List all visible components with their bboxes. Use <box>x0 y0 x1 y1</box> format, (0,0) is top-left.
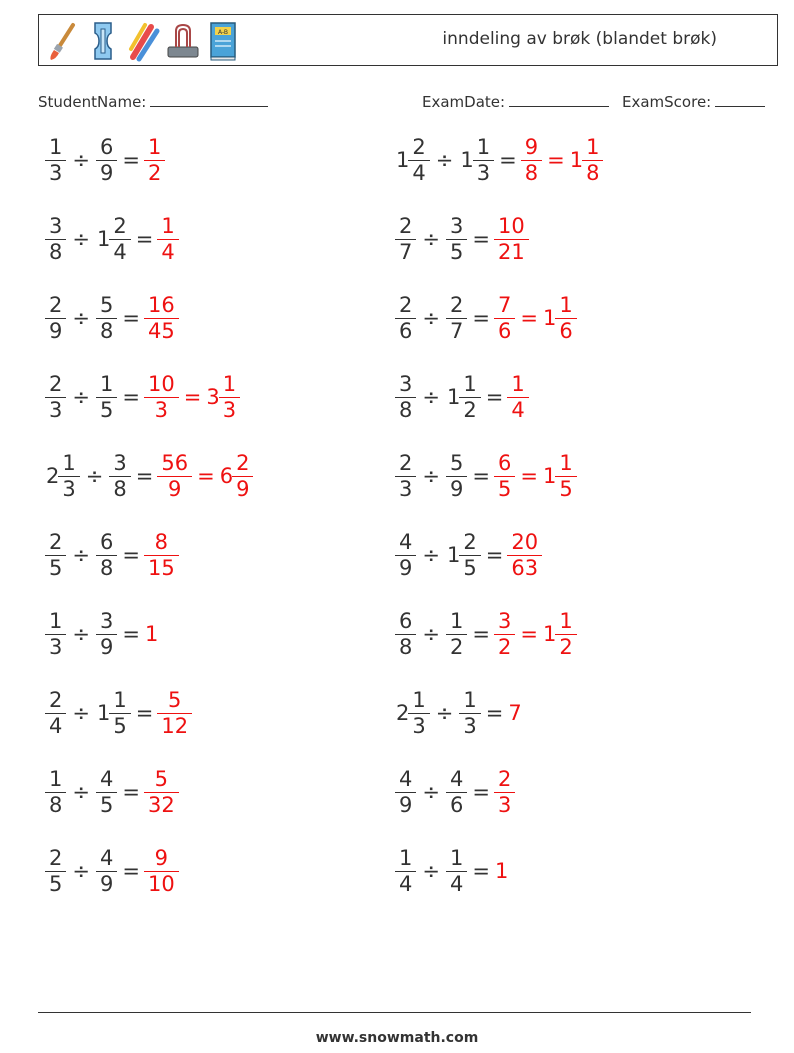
divisor-denominator: 9 <box>446 476 467 502</box>
problem-item <box>396 286 576 350</box>
answer-mixed-denominator: 3 <box>219 397 240 423</box>
divisor-denominator: 3 <box>473 160 494 186</box>
dividend-fraction <box>397 530 414 581</box>
answer-mixed-fraction <box>557 293 574 344</box>
answer-fraction <box>146 530 177 581</box>
divisor-fraction <box>448 214 465 265</box>
answer-denominator: 2 <box>494 634 515 660</box>
divisor-denominator: 6 <box>446 792 467 818</box>
answer-numerator: 1 <box>161 213 175 238</box>
dividend-fraction <box>397 451 414 502</box>
answer-denominator: 5 <box>494 476 515 502</box>
divisor-numerator: 1 <box>99 371 114 396</box>
dividend-fraction <box>60 451 77 502</box>
divisor-numerator: 2 <box>463 529 477 554</box>
answer-mixed-denominator: 8 <box>582 160 603 186</box>
equals-sign: = <box>499 148 517 172</box>
student-name-label: StudentName: <box>38 93 147 111</box>
divisor-fraction <box>98 530 115 581</box>
dividend-fraction <box>47 688 64 739</box>
answer-denominator: 45 <box>144 318 179 344</box>
divisor-numerator: 1 <box>476 134 491 159</box>
answer-mixed-fraction <box>221 372 238 423</box>
dividend-numerator: 2 <box>49 845 63 870</box>
answer-equals-sign: = <box>197 464 215 488</box>
answer-mixed-numerator: 1 <box>559 450 573 475</box>
problem-item <box>46 365 239 429</box>
divisor-numerator: 5 <box>99 292 114 317</box>
divisor-denominator: 9 <box>96 160 117 186</box>
answer-denominator: 32 <box>144 792 179 818</box>
answer-fraction <box>159 451 190 502</box>
exam-score-label: ExamScore: <box>622 93 712 111</box>
answer-numerator: 56 <box>161 450 189 475</box>
problem-item <box>46 128 164 192</box>
student-name-field <box>38 92 268 111</box>
divisor-fraction <box>448 767 465 818</box>
answer-mixed-fraction <box>557 609 574 660</box>
answer-numerator: 16 <box>147 292 175 317</box>
dividend-fraction <box>47 214 64 265</box>
answer-mixed-fraction <box>584 135 601 186</box>
binder-clip-icon <box>165 19 201 63</box>
answer-mixed-denominator: 6 <box>555 318 576 344</box>
answer-denominator: 63 <box>507 555 542 581</box>
answer-numerator: 1 <box>511 371 525 396</box>
divide-sign: ÷ <box>72 306 90 330</box>
problem-item <box>46 760 178 824</box>
answer-mixed-denominator: 2 <box>555 634 576 660</box>
equals-sign: = <box>472 859 490 883</box>
footer-url: www.snowmath.com <box>315 1030 479 1046</box>
divisor-denominator: 8 <box>109 476 130 502</box>
dividend-fraction <box>47 372 64 423</box>
dividend-fraction <box>47 135 64 186</box>
dividend-whole: 2 <box>46 464 60 488</box>
answer-mixed-numerator: 2 <box>236 450 250 475</box>
equals-sign: = <box>485 543 504 567</box>
dividend-denominator: 8 <box>395 397 416 423</box>
header-box <box>38 14 778 66</box>
answer-mixed-numerator: 1 <box>559 608 573 633</box>
equals-sign: = <box>122 622 140 646</box>
problem-item <box>396 839 508 903</box>
answer-numerator: 8 <box>154 529 169 554</box>
answer-mixed-fraction <box>234 451 251 502</box>
answer-denominator: 3 <box>144 397 179 423</box>
problem-item <box>396 128 602 192</box>
divisor-denominator: 4 <box>446 871 467 897</box>
equals-sign: = <box>485 701 504 725</box>
dividend-fraction <box>47 293 64 344</box>
divide-sign: ÷ <box>72 148 90 172</box>
dividend-fraction <box>397 846 414 897</box>
divisor-denominator: 5 <box>459 555 480 581</box>
dividend-denominator: 8 <box>395 634 416 660</box>
answer-mixed-whole: 1 <box>542 306 557 330</box>
problem-item <box>46 602 158 666</box>
dividend-fraction <box>397 609 414 660</box>
problem-item <box>46 523 178 587</box>
exam-score-field <box>622 92 765 111</box>
divide-sign: ÷ <box>72 622 90 646</box>
student-name-blank[interactable] <box>150 92 268 107</box>
answer-numerator: 7 <box>497 292 512 317</box>
divide-sign: ÷ <box>422 306 440 330</box>
dividend-numerator: 2 <box>49 292 63 317</box>
divisor-denominator: 3 <box>459 713 480 739</box>
dividend-fraction <box>397 767 414 818</box>
dividend-numerator: 3 <box>49 213 63 238</box>
divisor-denominator: 2 <box>446 634 467 660</box>
answer-denominator: 4 <box>157 239 178 265</box>
footer-divider <box>38 1012 751 1013</box>
dividend-numerator: 3 <box>399 371 413 396</box>
answer-numerator: 2 <box>497 766 512 791</box>
answer-fraction <box>509 372 526 423</box>
dividend-fraction <box>397 214 414 265</box>
problem-item <box>46 444 252 508</box>
divide-sign: ÷ <box>422 622 440 646</box>
dividend-numerator: 1 <box>49 766 63 791</box>
paintbrush-icon <box>45 19 81 63</box>
dividend-denominator: 3 <box>408 713 429 739</box>
problem-item <box>396 681 522 745</box>
dividend-numerator: 2 <box>49 529 63 554</box>
answer-equals-sign: = <box>520 622 538 646</box>
divisor-numerator: 3 <box>99 608 114 633</box>
equals-sign: = <box>122 306 140 330</box>
divisor-denominator: 4 <box>109 239 130 265</box>
dividend-numerator: 2 <box>399 450 413 475</box>
divisor-denominator: 5 <box>446 239 467 265</box>
answer-denominator: 3 <box>494 792 515 818</box>
divisor-fraction <box>461 372 478 423</box>
dividend-denominator: 6 <box>395 318 416 344</box>
divide-sign: ÷ <box>72 227 90 251</box>
divisor-denominator: 5 <box>96 792 117 818</box>
dividend-denominator: 5 <box>45 555 66 581</box>
answer-equals-sign: = <box>183 385 202 409</box>
dividend-numerator: 1 <box>412 687 426 712</box>
divisor-fraction <box>448 846 465 897</box>
answer-fraction <box>146 293 177 344</box>
equals-sign: = <box>472 622 490 646</box>
problem-item <box>46 286 178 350</box>
dividend-numerator: 1 <box>399 845 413 870</box>
problem-item <box>396 523 541 587</box>
divide-sign: ÷ <box>422 385 440 409</box>
problem-item <box>46 207 178 271</box>
problem-item <box>396 760 514 824</box>
answer-numerator: 3 <box>497 608 512 633</box>
book-icon <box>205 19 241 63</box>
dividend-whole: 1 <box>396 148 410 172</box>
answer-denominator: 8 <box>521 160 542 186</box>
equals-sign: = <box>472 780 490 804</box>
dividend-numerator: 2 <box>49 687 63 712</box>
divide-sign: ÷ <box>422 859 440 883</box>
dividend-fraction <box>47 609 64 660</box>
divisor-fraction <box>98 293 115 344</box>
divisor-numerator: 2 <box>449 292 464 317</box>
answer-mixed-numerator: 1 <box>559 292 573 317</box>
divisor-denominator: 8 <box>96 318 117 344</box>
answer-denominator: 15 <box>144 555 179 581</box>
problem-item <box>46 681 191 745</box>
answer-numerator: 5 <box>168 687 182 712</box>
divisor-fraction <box>111 688 128 739</box>
divisor-denominator: 2 <box>459 397 480 423</box>
divisor-fraction <box>98 609 115 660</box>
divisor-whole: 1 <box>446 543 461 567</box>
dividend-denominator: 9 <box>395 555 416 581</box>
answer-numerator: 1 <box>147 134 162 159</box>
answer-fraction <box>146 846 177 897</box>
answer-fraction <box>146 767 177 818</box>
divisor-numerator: 3 <box>113 450 127 475</box>
answer-fraction <box>509 530 540 581</box>
dividend-numerator: 4 <box>399 766 413 791</box>
divisor-whole: 1 <box>446 385 461 409</box>
dividend-numerator: 2 <box>412 134 426 159</box>
divisor-numerator: 1 <box>449 608 464 633</box>
answer-fraction <box>496 451 513 502</box>
dividend-numerator: 4 <box>399 529 413 554</box>
divisor-fraction <box>98 767 115 818</box>
dividend-denominator: 8 <box>45 239 66 265</box>
divisor-fraction <box>98 846 115 897</box>
dividend-fraction <box>47 846 64 897</box>
divisor-numerator: 4 <box>99 845 114 870</box>
dividend-denominator: 7 <box>395 239 416 265</box>
exam-score-blank[interactable] <box>715 92 765 107</box>
answer-equals-sign: = <box>520 464 538 488</box>
crayons-icon <box>125 19 161 63</box>
problem-item <box>396 365 528 429</box>
answer-mixed-numerator: 1 <box>586 134 600 159</box>
divide-sign: ÷ <box>422 464 440 488</box>
dividend-fraction <box>47 767 64 818</box>
problem-item <box>396 444 576 508</box>
answer-mixed-whole: 1 <box>542 464 557 488</box>
answer-fraction <box>496 609 513 660</box>
answer-fraction <box>496 214 527 265</box>
equals-sign: = <box>472 306 490 330</box>
equals-sign: = <box>135 464 154 488</box>
answer-fraction <box>496 767 513 818</box>
answer-numerator: 9 <box>154 845 169 870</box>
dividend-denominator: 3 <box>58 476 79 502</box>
answer-denominator: 9 <box>157 476 192 502</box>
answer-mixed-whole: 1 <box>569 148 584 172</box>
problem-item <box>46 839 178 903</box>
divide-sign: ÷ <box>72 543 90 567</box>
answer-whole: 1 <box>494 859 509 883</box>
equals-sign: = <box>122 148 140 172</box>
answer-fraction <box>523 135 540 186</box>
dividend-denominator: 3 <box>45 634 66 660</box>
divisor-numerator: 2 <box>113 213 127 238</box>
exam-date-label: ExamDate: <box>422 93 506 111</box>
exam-date-field <box>422 92 609 111</box>
answer-whole: 7 <box>508 701 522 725</box>
dividend-denominator: 9 <box>395 792 416 818</box>
answer-numerator: 9 <box>524 134 539 159</box>
answer-denominator: 21 <box>494 239 529 265</box>
answer-equals-sign: = <box>520 306 538 330</box>
answer-fraction <box>146 372 177 423</box>
problem-item <box>396 207 528 271</box>
divisor-whole: 1 <box>96 701 111 725</box>
answer-mixed-whole: 1 <box>542 622 557 646</box>
dividend-numerator: 2 <box>49 371 63 396</box>
pencil-sharpener-icon <box>85 19 121 63</box>
answer-numerator: 5 <box>154 766 169 791</box>
divisor-numerator: 4 <box>449 766 464 791</box>
dividend-denominator: 4 <box>395 871 416 897</box>
divide-sign: ÷ <box>72 859 90 883</box>
answer-numerator: 20 <box>511 529 539 554</box>
divisor-numerator: 4 <box>99 766 114 791</box>
divisor-denominator: 5 <box>109 713 130 739</box>
answer-fraction <box>496 293 513 344</box>
dividend-numerator: 1 <box>49 134 63 159</box>
dividend-denominator: 3 <box>45 397 66 423</box>
equals-sign: = <box>485 385 504 409</box>
answer-whole: 1 <box>144 622 159 646</box>
problem-item <box>396 602 576 666</box>
dividend-denominator: 3 <box>45 160 66 186</box>
divisor-fraction <box>461 688 478 739</box>
divisor-fraction <box>448 451 465 502</box>
divisor-fraction <box>475 135 492 186</box>
divisor-numerator: 1 <box>463 687 477 712</box>
equals-sign: = <box>122 859 140 883</box>
divide-sign: ÷ <box>422 227 440 251</box>
dividend-denominator: 4 <box>408 160 429 186</box>
answer-denominator: 10 <box>144 871 179 897</box>
divisor-fraction <box>448 293 465 344</box>
dividend-denominator: 4 <box>45 713 66 739</box>
answer-numerator: 6 <box>497 450 512 475</box>
equals-sign: = <box>122 543 140 567</box>
svg-text:A-B: A-B <box>217 29 229 36</box>
dividend-fraction <box>397 293 414 344</box>
dividend-numerator: 1 <box>62 450 76 475</box>
dividend-whole: 2 <box>396 701 410 725</box>
divide-sign: ÷ <box>435 148 454 172</box>
answer-denominator: 2 <box>144 160 165 186</box>
divisor-numerator: 3 <box>449 213 464 238</box>
divide-sign: ÷ <box>435 701 454 725</box>
divide-sign: ÷ <box>72 385 90 409</box>
divisor-numerator: 5 <box>449 450 464 475</box>
equals-sign: = <box>135 701 154 725</box>
header-icons <box>45 19 241 63</box>
divide-sign: ÷ <box>422 780 440 804</box>
answer-mixed-numerator: 1 <box>222 371 237 396</box>
dividend-numerator: 1 <box>49 608 63 633</box>
dividend-denominator: 8 <box>45 792 66 818</box>
answer-mixed-whole: 3 <box>206 385 220 409</box>
answer-mixed-fraction <box>557 451 574 502</box>
divisor-numerator: 1 <box>463 371 477 396</box>
divisor-whole: 1 <box>460 148 474 172</box>
divisor-denominator: 8 <box>96 555 117 581</box>
divisor-denominator: 9 <box>96 634 117 660</box>
equals-sign: = <box>135 227 154 251</box>
dividend-fraction <box>47 530 64 581</box>
page-title: inndeling av brøk (blandet brøk) <box>442 29 717 49</box>
divisor-whole: 1 <box>96 227 111 251</box>
dividend-denominator: 9 <box>45 318 66 344</box>
answer-fraction <box>159 214 176 265</box>
dividend-denominator: 3 <box>395 476 416 502</box>
dividend-fraction <box>397 372 414 423</box>
divisor-numerator: 6 <box>99 529 114 554</box>
divisor-fraction <box>111 214 128 265</box>
divisor-fraction <box>98 372 115 423</box>
divisor-fraction <box>111 451 128 502</box>
equals-sign: = <box>472 464 490 488</box>
exam-date-blank[interactable] <box>509 92 609 107</box>
dividend-numerator: 2 <box>399 213 413 238</box>
divisor-fraction <box>448 609 465 660</box>
answer-denominator: 6 <box>494 318 515 344</box>
divide-sign: ÷ <box>72 701 90 725</box>
equals-sign: = <box>122 385 140 409</box>
divisor-fraction <box>461 530 478 581</box>
divisor-denominator: 9 <box>96 871 117 897</box>
divisor-numerator: 1 <box>449 845 464 870</box>
equals-sign: = <box>122 780 140 804</box>
answer-denominator: 12 <box>157 713 192 739</box>
dividend-fraction <box>410 135 427 186</box>
divisor-denominator: 7 <box>446 318 467 344</box>
dividend-numerator: 2 <box>399 292 413 317</box>
dividend-denominator: 5 <box>45 871 66 897</box>
answer-equals-sign: = <box>547 148 565 172</box>
divide-sign: ÷ <box>422 543 440 567</box>
equals-sign: = <box>472 227 490 251</box>
divisor-numerator: 6 <box>99 134 114 159</box>
answer-mixed-denominator: 5 <box>555 476 576 502</box>
answer-mixed-whole: 6 <box>219 464 234 488</box>
divide-sign: ÷ <box>72 780 90 804</box>
answer-numerator: 10 <box>497 213 525 238</box>
answer-fraction <box>146 135 163 186</box>
answer-numerator: 10 <box>147 371 175 396</box>
divisor-numerator: 1 <box>113 687 127 712</box>
divisor-denominator: 5 <box>96 397 117 423</box>
divisor-fraction <box>98 135 115 186</box>
dividend-fraction <box>410 688 427 739</box>
answer-mixed-denominator: 9 <box>232 476 253 502</box>
answer-denominator: 4 <box>507 397 528 423</box>
divide-sign: ÷ <box>85 464 104 488</box>
dividend-numerator: 6 <box>399 608 413 633</box>
answer-fraction <box>159 688 190 739</box>
